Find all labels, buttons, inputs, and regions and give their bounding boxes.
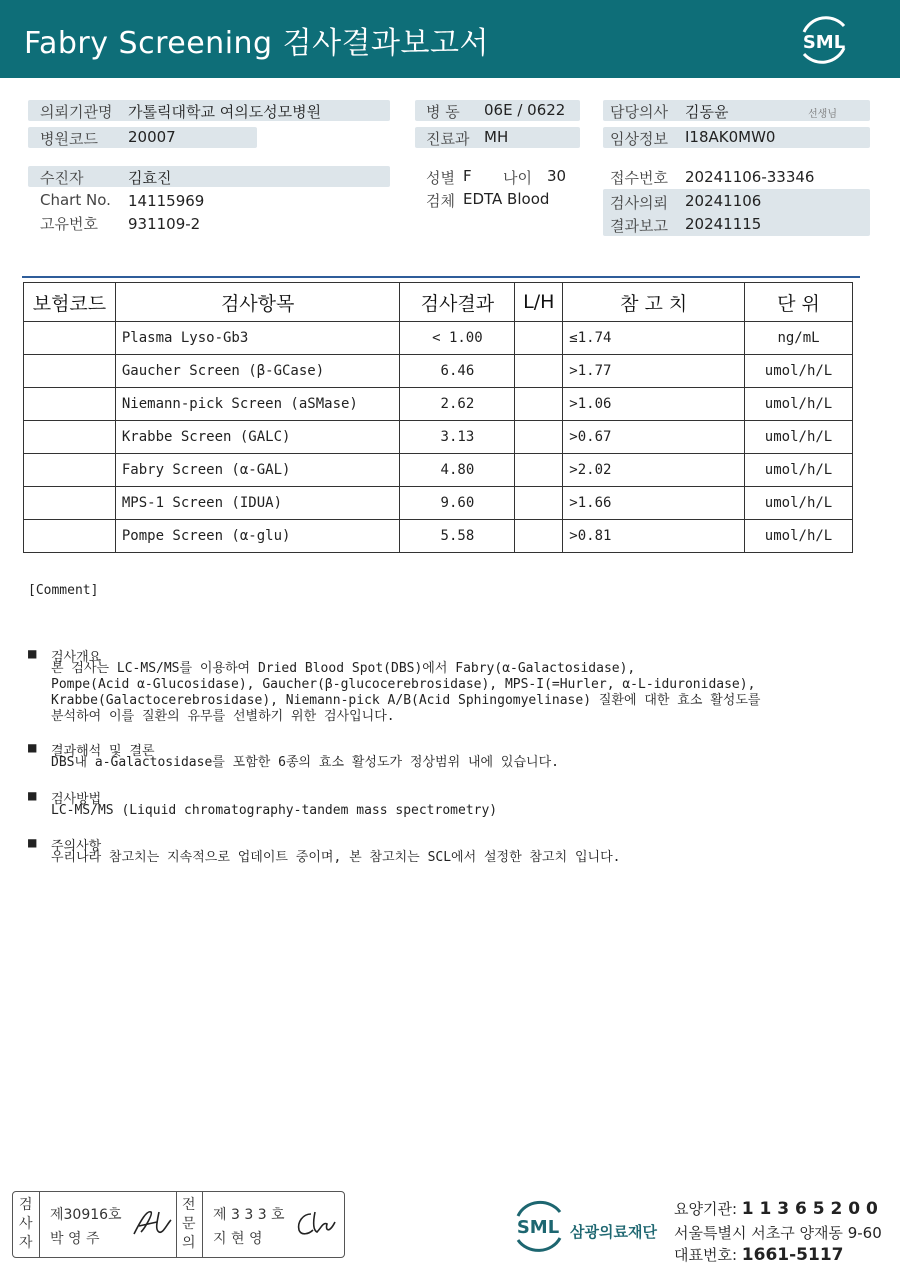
tester-label bbox=[19, 1196, 33, 1253]
section-divider bbox=[22, 276, 860, 278]
patient-value: 김효진 bbox=[128, 169, 172, 187]
cell-lh bbox=[515, 487, 563, 520]
unique-id-value: 931109-2 bbox=[128, 215, 201, 233]
tester-signature-icon bbox=[131, 1206, 177, 1240]
organization-name: 삼광의료재단 bbox=[570, 1223, 657, 1241]
specialist-signature-icon bbox=[293, 1208, 339, 1240]
phone-line bbox=[674, 1244, 843, 1265]
cell-result: < 1.00 bbox=[400, 322, 515, 355]
cell-reference: >0.67 bbox=[563, 421, 745, 454]
section-title: 검사방법 bbox=[51, 792, 102, 807]
cell-item: Pompe Screen (α-glu) bbox=[115, 520, 400, 553]
tester-name: 박 영 주 bbox=[50, 1231, 100, 1247]
cell-item: Gaucher Screen (β-GCase) bbox=[115, 355, 400, 388]
results-table bbox=[23, 282, 853, 553]
signature-box bbox=[12, 1191, 345, 1258]
cell-reference: >0.81 bbox=[563, 520, 745, 553]
bullet-icon: ■ bbox=[28, 646, 37, 662]
cell-result: 9.60 bbox=[400, 487, 515, 520]
section-line: LC-MS/MS (Liquid chromatography-tandem mass spectrometry) bbox=[51, 803, 498, 818]
section-body bbox=[51, 661, 760, 725]
chart-no-value: 14115969 bbox=[128, 192, 205, 210]
cell-result: 3.13 bbox=[400, 421, 515, 454]
sex-value: F bbox=[463, 167, 472, 185]
section-line: Krabbe(Galactocerebrosidase), Niemann-pick A/B(Acid Sphingomyelinase) 질환에 대한 효소 활성도를 bbox=[51, 693, 761, 708]
ward-value: 06E / 0622 bbox=[484, 101, 566, 119]
sml-logo-icon bbox=[796, 12, 852, 68]
cell-item: MPS-1 Screen (IDUA) bbox=[115, 487, 400, 520]
col-result: 검사결과 bbox=[400, 283, 515, 322]
specialist-label-char: 의 bbox=[182, 1235, 196, 1251]
cell-result: 6.46 bbox=[400, 355, 515, 388]
tester-license-no: 제30916호 bbox=[50, 1207, 122, 1223]
table-row bbox=[24, 487, 853, 520]
dept-value: MH bbox=[484, 128, 509, 146]
cell-code bbox=[24, 388, 116, 421]
specimen-value: EDTA Blood bbox=[463, 190, 550, 208]
signature-divider bbox=[176, 1192, 177, 1257]
cell-item: Niemann-pick Screen (aSMase) bbox=[115, 388, 400, 421]
tester-label-char: 자 bbox=[19, 1235, 33, 1251]
section-title: 결과해석 및 결론 bbox=[51, 744, 155, 759]
dept-label: 진료과 bbox=[426, 130, 470, 148]
cell-code bbox=[24, 322, 116, 355]
receipt-label: 접수번호 bbox=[610, 169, 668, 187]
receipt-value: 20241106-33346 bbox=[685, 168, 815, 186]
specimen-label: 검체 bbox=[426, 192, 455, 210]
report-date-label: 결과보고 bbox=[610, 217, 668, 235]
cell-lh bbox=[515, 421, 563, 454]
signature-divider bbox=[202, 1192, 203, 1257]
table-row bbox=[24, 520, 853, 553]
cell-item: Krabbe Screen (GALC) bbox=[115, 421, 400, 454]
unique-id-label: 고유번호 bbox=[40, 215, 98, 233]
cell-code bbox=[24, 520, 116, 553]
header-logo-text: SML bbox=[802, 32, 846, 53]
cell-reference: >1.06 bbox=[563, 388, 745, 421]
section-line: 분석하여 이를 질환의 유무를 선별하기 위한 검사입니다. bbox=[51, 709, 395, 724]
cell-unit: umol/h/L bbox=[745, 388, 853, 421]
cell-code bbox=[24, 421, 116, 454]
section-line: 본 검사는 LC-MS/MS를 이용하여 Dried Blood Spot(DBS)에서 Fabry(α-Galactosidase), bbox=[51, 661, 636, 676]
sml-footer-logo-icon bbox=[508, 1200, 568, 1252]
section-line: DBS내 a-Galactosidase를 포함한 6종의 효소 활성도가 정상범위 내에 있습니다. bbox=[51, 755, 559, 770]
cell-result: 2.62 bbox=[400, 388, 515, 421]
comment-label: [Comment] bbox=[28, 583, 99, 598]
specialist-label-char: 전 bbox=[182, 1197, 196, 1213]
report-header bbox=[0, 0, 900, 78]
request-value: 20241106 bbox=[685, 192, 762, 210]
cell-lh bbox=[515, 322, 563, 355]
section-title: 검사개요 bbox=[51, 650, 102, 665]
cell-reference: >2.02 bbox=[563, 454, 745, 487]
hospital-code-value: 20007 bbox=[128, 128, 176, 146]
hospital-code-label: 병원코드 bbox=[40, 130, 98, 148]
col-lh: L/H bbox=[515, 283, 563, 322]
care-label: 요양기관: bbox=[674, 1200, 738, 1218]
cell-lh bbox=[515, 454, 563, 487]
tester-label-char: 사 bbox=[19, 1216, 33, 1232]
cell-code bbox=[24, 487, 116, 520]
cell-item: Plasma Lyso-Gb3 bbox=[115, 322, 400, 355]
phone-number: 1661-5117 bbox=[741, 1245, 844, 1265]
address: 서울특별시 서초구 양재동 9-60 bbox=[674, 1224, 882, 1242]
cell-reference: ≤1.74 bbox=[563, 322, 745, 355]
cell-item: Fabry Screen (α-GAL) bbox=[115, 454, 400, 487]
phone-label: 대표번호: bbox=[674, 1246, 738, 1264]
cell-unit: umol/h/L bbox=[745, 355, 853, 388]
section-body bbox=[51, 850, 621, 866]
ward-label: 병 동 bbox=[426, 103, 460, 121]
clinical-label: 임상정보 bbox=[610, 130, 668, 148]
bullet-icon: ■ bbox=[28, 788, 37, 804]
care-institution-line bbox=[674, 1198, 878, 1219]
specialist-label-char: 문 bbox=[182, 1216, 196, 1232]
table-header-row bbox=[24, 283, 853, 322]
cell-reference: >1.66 bbox=[563, 487, 745, 520]
doctor-value: 김동윤 bbox=[685, 103, 729, 121]
tester-label-char: 검 bbox=[19, 1197, 33, 1213]
specialist-name: 지 현 영 bbox=[213, 1231, 263, 1247]
col-unit: 단 위 bbox=[745, 283, 853, 322]
cell-unit: ng/mL bbox=[745, 322, 853, 355]
cell-reference: >1.77 bbox=[563, 355, 745, 388]
doctor-suffix: 선생님 bbox=[808, 109, 837, 120]
clinical-value: I18AK0MW0 bbox=[685, 128, 776, 146]
bullet-icon: ■ bbox=[28, 835, 37, 851]
report-title: Fabry Screening 검사결과보고서 bbox=[24, 26, 489, 61]
table-row bbox=[24, 454, 853, 487]
cell-result: 5.58 bbox=[400, 520, 515, 553]
cell-lh bbox=[515, 355, 563, 388]
cell-code bbox=[24, 454, 116, 487]
request-label: 검사의뢰 bbox=[610, 194, 668, 212]
col-test-item: 검사항목 bbox=[115, 283, 400, 322]
section-body bbox=[51, 755, 559, 771]
care-number: 1 1 3 6 5 2 0 0 bbox=[741, 1199, 878, 1219]
doctor-label: 담당의사 bbox=[610, 103, 668, 121]
col-reference: 참 고 치 bbox=[563, 283, 745, 322]
sex-label: 성별 bbox=[426, 169, 455, 187]
specialist-label bbox=[182, 1196, 196, 1253]
chart-no-label: Chart No. bbox=[40, 191, 111, 209]
institution-label: 의뢰기관명 bbox=[40, 103, 113, 121]
patient-label: 수진자 bbox=[40, 169, 84, 187]
table-row bbox=[24, 355, 853, 388]
cell-lh bbox=[515, 388, 563, 421]
section-body bbox=[51, 803, 497, 819]
cell-code bbox=[24, 355, 116, 388]
age-value: 30 bbox=[547, 167, 567, 185]
section-title: 주의사항 bbox=[51, 839, 102, 854]
cell-result: 4.80 bbox=[400, 454, 515, 487]
cell-unit: umol/h/L bbox=[745, 454, 853, 487]
bullet-icon: ■ bbox=[28, 740, 37, 756]
table-row bbox=[24, 421, 853, 454]
col-insurance-code: 보험코드 bbox=[24, 283, 116, 322]
section-line: Pompe(Acid α-Glucosidase), Gaucher(β-glucocerebrosidase), MPS-I(=Hurler, α-L-iduronidase), bbox=[51, 677, 756, 692]
signature-divider bbox=[39, 1192, 40, 1257]
institution-value: 가톨릭대학교 여의도성모병원 bbox=[128, 103, 322, 121]
cell-lh bbox=[515, 520, 563, 553]
cell-unit: umol/h/L bbox=[745, 487, 853, 520]
section-line: 우리나라 참고치는 지속적으로 업데이트 중이며, 본 참고치는 SCL에서 설정한 참고치 입니다. bbox=[51, 850, 621, 865]
footer-logo-text: SML bbox=[516, 1217, 560, 1238]
age-label: 나이 bbox=[503, 169, 532, 187]
cell-unit: umol/h/L bbox=[745, 421, 853, 454]
cell-unit: umol/h/L bbox=[745, 520, 853, 553]
table-row bbox=[24, 388, 853, 421]
table-row bbox=[24, 322, 853, 355]
report-date-value: 20241115 bbox=[685, 215, 762, 233]
specialist-license-no: 제 3 3 3 호 bbox=[213, 1207, 285, 1223]
